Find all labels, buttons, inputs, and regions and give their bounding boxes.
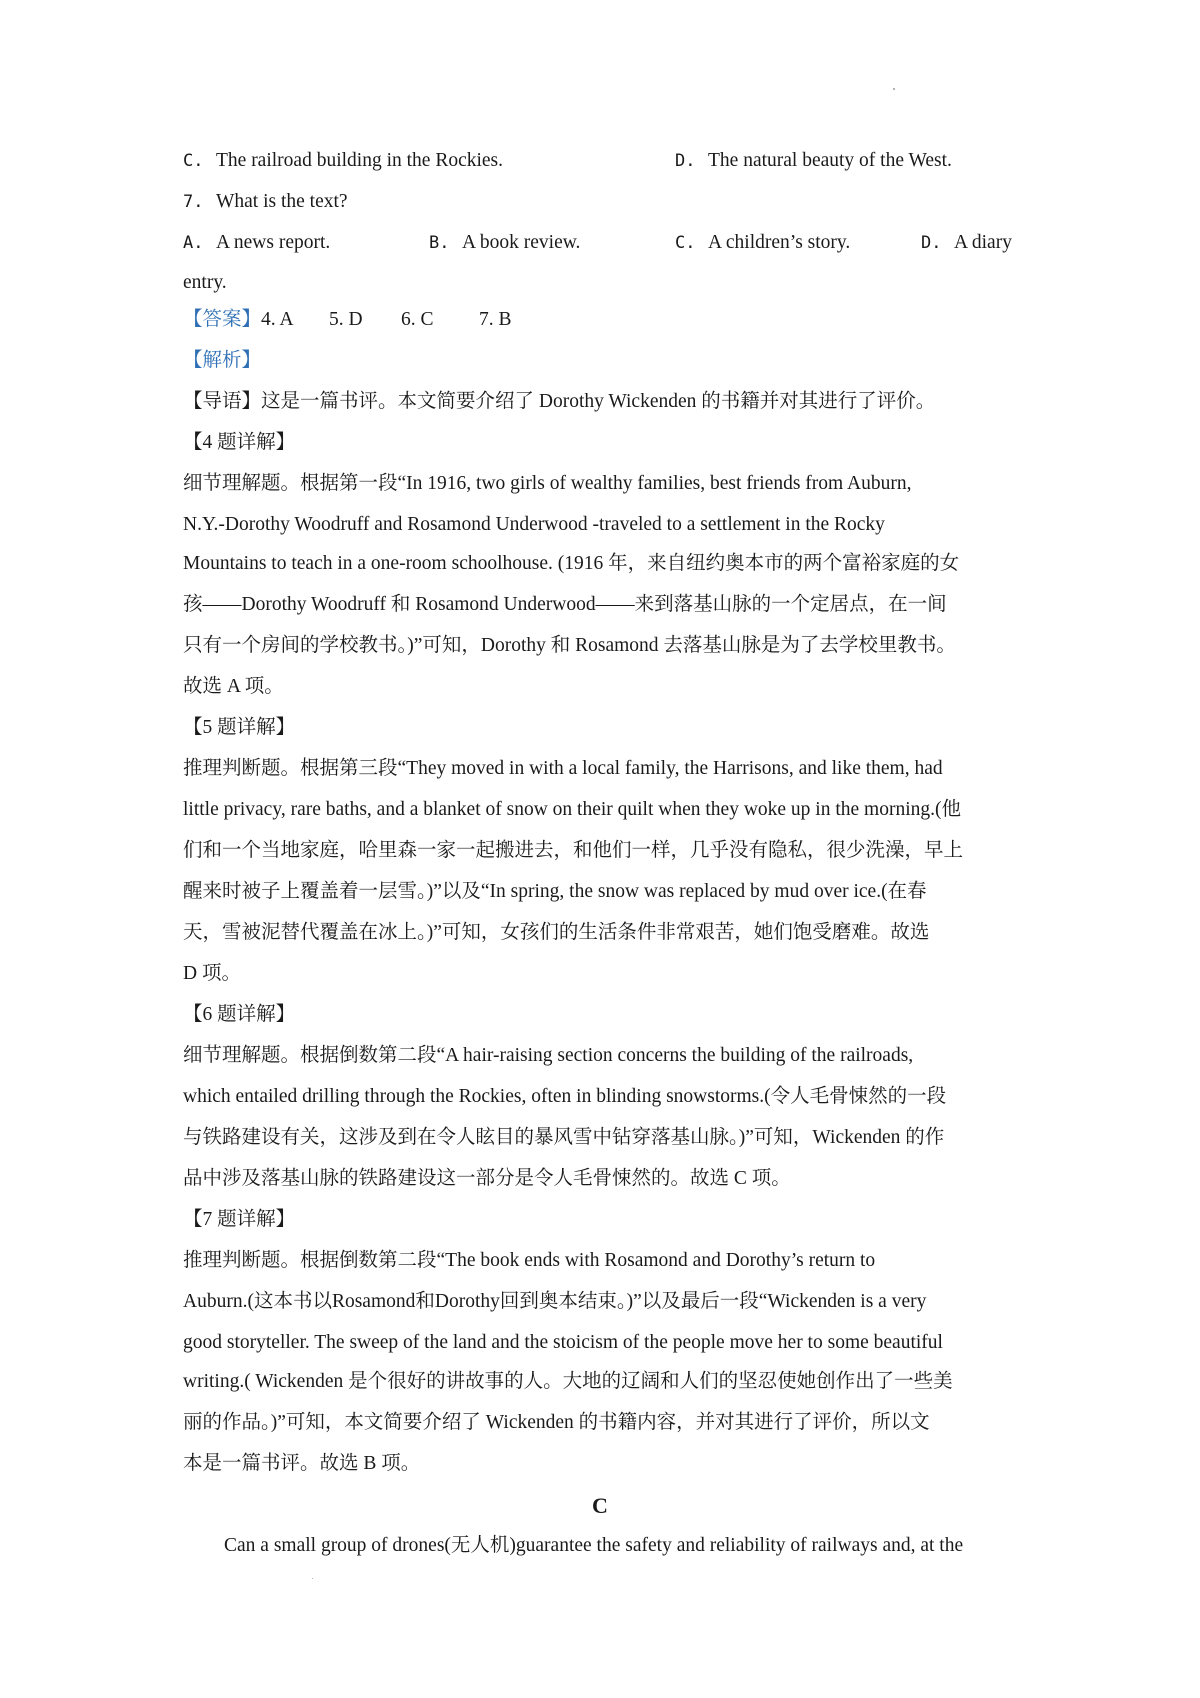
text-line: 孩——Dorothy Woodruff 和 Rosamond Underwood——来到落基山脉的一个定居点，在一间	[183, 594, 947, 615]
text-line: Mountains to teach in a one-room schoolhouse. (1916 年，来自纽约奥本市的两个富裕家庭的女	[183, 553, 960, 574]
q6-option-d	[675, 148, 952, 174]
text-line: Auburn.(这本书以Rosamond和Dorothy回到奥本结束。)”以及最后一段“Wickenden is a very	[183, 1291, 927, 1312]
answer-label: 【答案】	[183, 309, 262, 330]
q6-heading: 【6 题详解】	[183, 1004, 296, 1025]
answer-item: 4. A	[261, 309, 294, 330]
scan-speck	[893, 88, 895, 90]
text-line: N.Y.-Dorothy Woodruff and Rosamond Underwood -traveled to a settlement in the Rocky	[183, 514, 885, 535]
text-line: 们和一个当地家庭，哈里森一家一起搬进去，和他们一样，几乎没有隐私，很少洗澡，早上	[183, 840, 964, 861]
option-label: D.	[675, 151, 696, 171]
option-label: B.	[429, 233, 450, 253]
text-line: 天，雪被泥替代覆盖在冰上。)”可知，女孩们的生活条件非常艰苦，她们饱受磨难。故选	[183, 922, 930, 943]
answer-item: 5. D	[329, 309, 363, 330]
q7-option-c	[675, 230, 850, 256]
text-line: writing.( Wickenden 是个很好的讲故事的人。大地的辽阔和人们的坚忍使她创作出了一些美	[183, 1371, 953, 1392]
option-label: C.	[183, 151, 204, 171]
analysis-label: 【解析】	[183, 350, 262, 371]
q7-heading: 【7 题详解】	[183, 1209, 296, 1230]
text-line: 推理判断题。根据倒数第二段“The book ends with Rosamond and Dorothy’s return to	[183, 1250, 876, 1271]
q5-heading: 【5 题详解】	[183, 717, 296, 738]
text-line: little privacy, rare baths, and a blanket of snow on their quilt when they woke up in the morning.(他	[183, 799, 962, 820]
q4-heading: 【4 题详解】	[183, 432, 296, 453]
question-text: What is the text?	[216, 191, 348, 212]
option-text: A diary	[954, 232, 1012, 253]
passage-line: Can a small group of drones(无人机)guarantee the safety and reliability of railways and, at the	[224, 1535, 964, 1556]
answer-line	[183, 307, 512, 333]
section-heading: C	[592, 1493, 608, 1518]
text-line: 细节理解题。根据第一段“In 1916, two girls of wealthy families, best friends from Auburn,	[183, 473, 912, 494]
scan-speck	[312, 1578, 313, 1579]
answer-item: 7. B	[479, 309, 512, 330]
text-line: 推理判断题。根据第三段“They moved in with a local family, the Harrisons, and like them, had	[183, 758, 943, 779]
q7-option-a	[183, 230, 330, 256]
option-text: A news report.	[216, 232, 331, 253]
option-label: D.	[921, 233, 942, 253]
option-text: A book review.	[462, 232, 581, 253]
text-line: good storyteller. The sweep of the land and the stoicism of the people move her to some beautiful	[183, 1332, 943, 1353]
question-number: 7.	[183, 192, 204, 212]
text-line: 与铁路建设有关，这涉及到在令人眩目的暴风雪中钻穿落基山脉。)”可知，Wickenden 的作	[183, 1127, 945, 1148]
q7-stem	[183, 189, 348, 215]
text-line: 细节理解题。根据倒数第二段“A hair-raising section concerns the building of the railroads,	[183, 1045, 914, 1066]
text-line: 本是一篇书评。故选 B 项。	[183, 1453, 421, 1474]
option-text: The natural beauty of the West.	[708, 150, 952, 171]
q7-option-d-continued: entry.	[183, 272, 227, 293]
text-line: 只有一个房间的学校教书。)”可知，Dorothy 和 Rosamond 去落基山脉是为了去学校里教书。	[183, 635, 956, 656]
text-line: D 项。	[183, 963, 241, 984]
intro-line: 【导语】这是一篇书评。本文简要介绍了 Dorothy Wickenden 的书籍并对其进行了评价。	[183, 391, 936, 412]
q7-option-b	[429, 230, 580, 256]
q7-option-d	[921, 230, 1012, 256]
option-label: C.	[675, 233, 696, 253]
text-line: which entailed drilling through the Rockies, often in blinding snowstorms.(令人毛骨悚然的一段	[183, 1086, 947, 1107]
option-text: The railroad building in the Rockies.	[216, 150, 504, 171]
q6-option-c	[183, 148, 503, 174]
text-line: 丽的作品。)”可知，本文简要介绍了 Wickenden 的书籍内容，并对其进行了评价，所以文	[183, 1412, 930, 1433]
text-line: 品中涉及落基山脉的铁路建设这一部分是令人毛骨悚然的。故选 C 项。	[183, 1168, 791, 1189]
option-label: A.	[183, 233, 204, 253]
text-line: 醒来时被子上覆盖着一层雪。)”以及“In spring, the snow was replaced by mud over ice.(在春	[183, 881, 927, 902]
text-line: 故选 A 项。	[183, 676, 284, 697]
answer-item: 6. C	[401, 309, 434, 330]
option-text: A children’s story.	[708, 232, 851, 253]
